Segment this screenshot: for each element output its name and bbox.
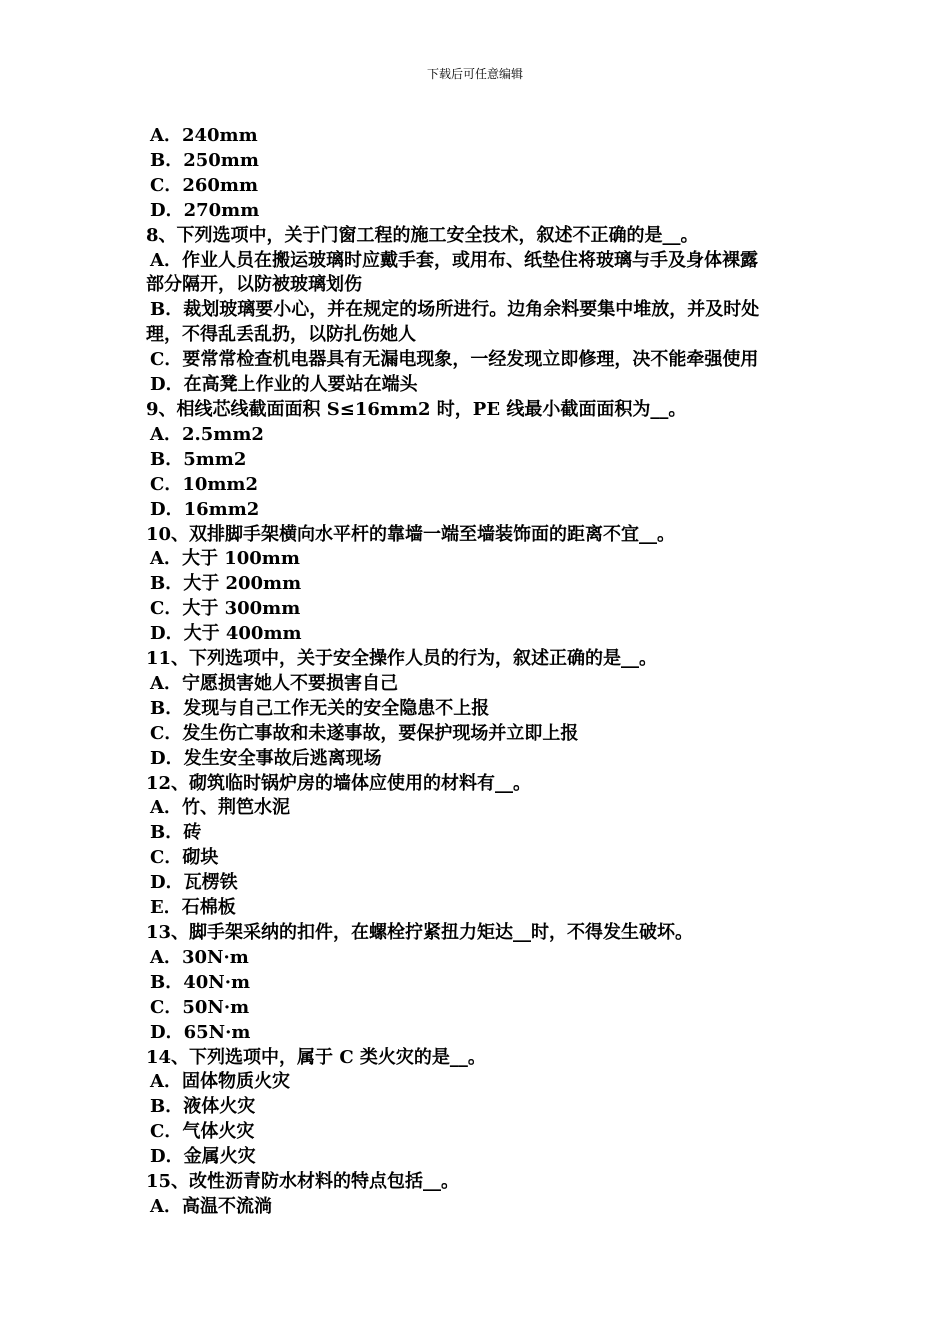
option-line: B．40N·m bbox=[150, 971, 251, 993]
option-line: D．16mm2 bbox=[150, 498, 260, 520]
option-line: A．固体物质火灾 bbox=[150, 1071, 290, 1093]
question-line: 11、下列选项中，关于安全操作人员的行为，叙述正确的是__。 bbox=[146, 648, 658, 670]
option-line: C．260mm bbox=[150, 174, 258, 196]
option-line: D．瓦楞铁 bbox=[150, 872, 238, 894]
question-line: 14、下列选项中，属于 C 类火灾的是__。 bbox=[146, 1046, 486, 1068]
option-line: C．要常常检查机电器具有无漏电现象，一经发现立即修理，决不能牵强使用 bbox=[150, 349, 759, 371]
option-line: B．发现与自己工作无关的安全隐患不上报 bbox=[150, 697, 490, 719]
option-line: C．大于 300mm bbox=[150, 598, 301, 620]
option-line: C．10mm2 bbox=[150, 473, 258, 495]
option-line: A．2.5mm2 bbox=[150, 423, 264, 445]
continuation-line: 部分隔开，以防被玻璃划伤 bbox=[146, 274, 362, 296]
option-line: B．5mm2 bbox=[150, 448, 247, 470]
question-line: 8、下列选项中，关于门窗工程的施工安全技术，叙述不正确的是__。 bbox=[146, 224, 699, 246]
option-line: B．250mm bbox=[150, 149, 259, 171]
option-line: B．裁划玻璃要小心，并在规定的场所进行。边角余料要集中堆放，并及时处 bbox=[150, 299, 760, 321]
option-line: B．大于 200mm bbox=[150, 573, 302, 595]
option-line: A．竹、荆笆水泥 bbox=[150, 797, 290, 819]
option-line: A．30N·m bbox=[150, 946, 249, 968]
question-line: 9、相线芯线截面面积 S≤16mm2 时，PE 线最小截面面积为__。 bbox=[146, 398, 687, 420]
question-line: 10、双排脚手架横向水平杆的靠墙一端至墙装饰面的距离不宜__。 bbox=[146, 523, 676, 545]
option-line: C．气体火灾 bbox=[150, 1121, 255, 1143]
question-line: 15、改性沥青防水材料的特点包括__。 bbox=[146, 1171, 460, 1193]
option-line: C．砌块 bbox=[150, 847, 219, 869]
option-line: D．金属火灾 bbox=[150, 1146, 256, 1168]
option-line: D．65N·m bbox=[150, 1021, 251, 1043]
question-line: 13、脚手架采纳的扣件，在螺栓拧紧扭力矩达__时，不得发生破坏。 bbox=[146, 922, 694, 943]
option-line: C．发生伤亡事故和未遂事故，要保护现场并立即上报 bbox=[150, 722, 579, 744]
option-line: A．作业人员在搬运玻璃时应戴手套，或用布、纸垫住将玻璃与手及身体裸露 bbox=[150, 249, 758, 271]
option-line: D．发生安全事故后逃离现场 bbox=[150, 747, 382, 769]
option-line: A．宁愿损害她人不要损害自己 bbox=[150, 672, 398, 694]
option-line: D．大于 400mm bbox=[150, 623, 302, 645]
question-line: 12、砌筑临时锅炉房的墙体应使用的材料有__。 bbox=[146, 772, 532, 794]
option-line: A．高温不流淌 bbox=[150, 1195, 272, 1217]
option-line: C．50N·m bbox=[150, 996, 250, 1018]
option-line: D．270mm bbox=[150, 199, 260, 221]
document-body bbox=[146, 124, 810, 1220]
option-line: E．石棉板 bbox=[150, 897, 236, 919]
continuation-line: 理，不得乱丢乱扔，以防扎伤她人 bbox=[146, 324, 416, 346]
option-line: B．液体火灾 bbox=[150, 1096, 256, 1118]
option-line: D．在高凳上作业的人要站在端头 bbox=[150, 374, 418, 396]
option-line: B．砖 bbox=[150, 822, 202, 844]
option-line: A．240mm bbox=[150, 125, 258, 146]
option-line: A．大于 100mm bbox=[150, 548, 300, 570]
page-header: 下载后可任意编辑 bbox=[426, 67, 523, 81]
